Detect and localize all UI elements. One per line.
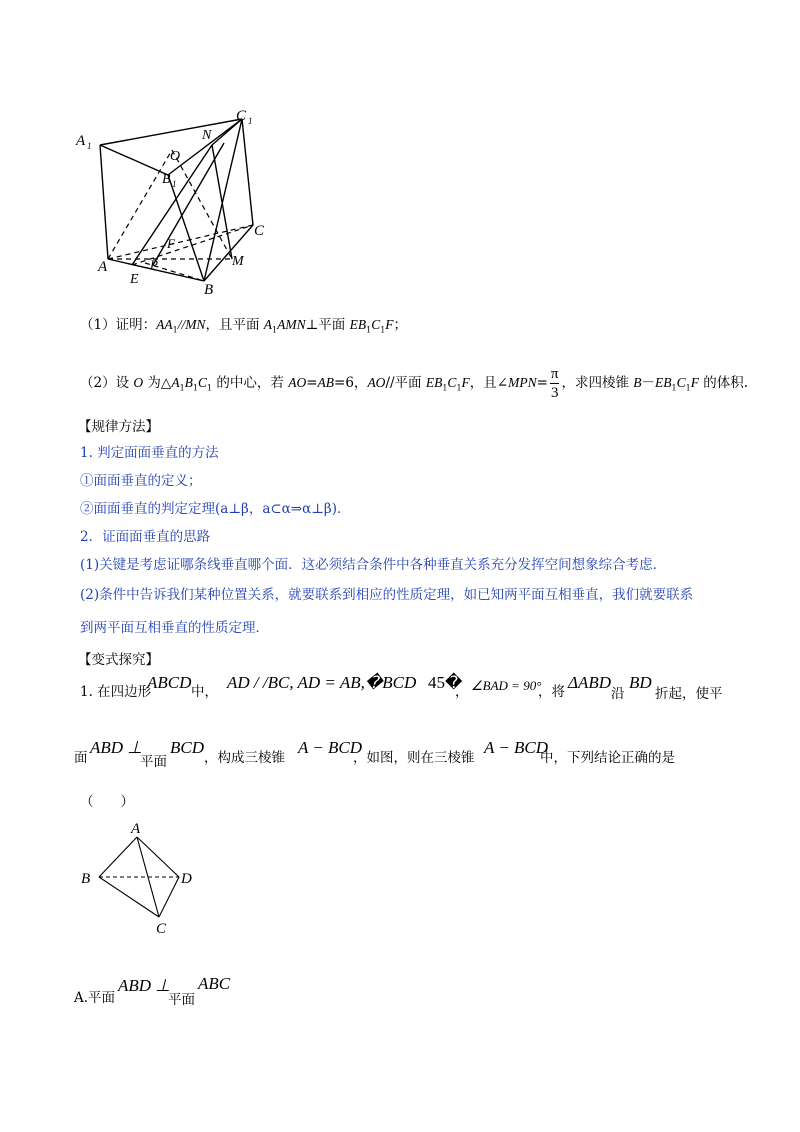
label-A: A [98,259,108,275]
abcd-label: ABCD [147,673,192,692]
answer-parentheses: （ ） [80,794,134,810]
label-C: C [254,223,265,239]
label-C: C [156,921,167,937]
label-B: B [81,871,91,887]
method-line-3: ②面面垂直的判定定理(a⊥β，a⊂α⇒α⊥β)． [80,501,351,517]
label-O: O [170,149,181,164]
method-line-7: 到两平面互相垂直的性质定理． [80,620,269,636]
label-N: N [202,128,212,143]
method-line-2: ①面面垂直的定义； [80,473,202,489]
method-line-4: 2．证面面垂直的思路 [80,529,211,545]
label-P: P [150,257,158,272]
prism-figure [70,105,280,300]
label-C1: C [236,108,247,124]
label-B: B [204,282,214,298]
option-a: A.平面 [74,990,116,1006]
variant-question-line-1: 1. 在四边形 [80,684,152,700]
svg-text:1: 1 [248,116,253,126]
label-E: E [130,272,139,287]
svg-text:1: 1 [172,179,177,189]
tetrahedron-figure [75,815,205,940]
variant-header: 【变式探究】 [78,652,159,668]
method-header: 【规律方法】 [78,419,159,435]
label-F: F [167,236,175,251]
condition-expression: AD / /BC, AD = AB,�BCD [227,673,417,692]
svg-text:1: 1 [87,141,92,151]
problem-part-1: （1）证明：$AA_1//MN$，且平面 $A_1AMN\perp$平面 $EB_1C_1F$； [80,317,408,335]
method-line-1: 1. 判定面面垂直的方法 [80,445,219,461]
angle-bad: ∠BAD = 90° [471,678,542,693]
method-line-6: (2)条件中告诉我们某种位置关系，就要联系到相应的性质定理，如已知两平面互相垂直，我们就要联系 [80,587,694,603]
label-A1: A [76,133,86,149]
label-A: A [131,821,141,837]
triangle-abd: ΔABD [568,673,612,692]
label-B1: B [162,172,171,187]
method-line-5: (1)关键是考虑证哪条线垂直哪个面．这必须结合条件中各种垂直关系充分发挥空间想象综合考虑． [80,557,667,573]
label-D: D [181,871,192,887]
label-M: M [232,254,244,269]
problem-part-2: （2）设 O 为$\triangle A_1B_1C_1$ 的中心，若 AO=AB=6，AO//平面 $EB_1C_1F$，且∠MPN= $\frac{\pi}{3}$ ，求四棱锥 $B-EB_1C_1F$ 的体积. [80,366,749,401]
